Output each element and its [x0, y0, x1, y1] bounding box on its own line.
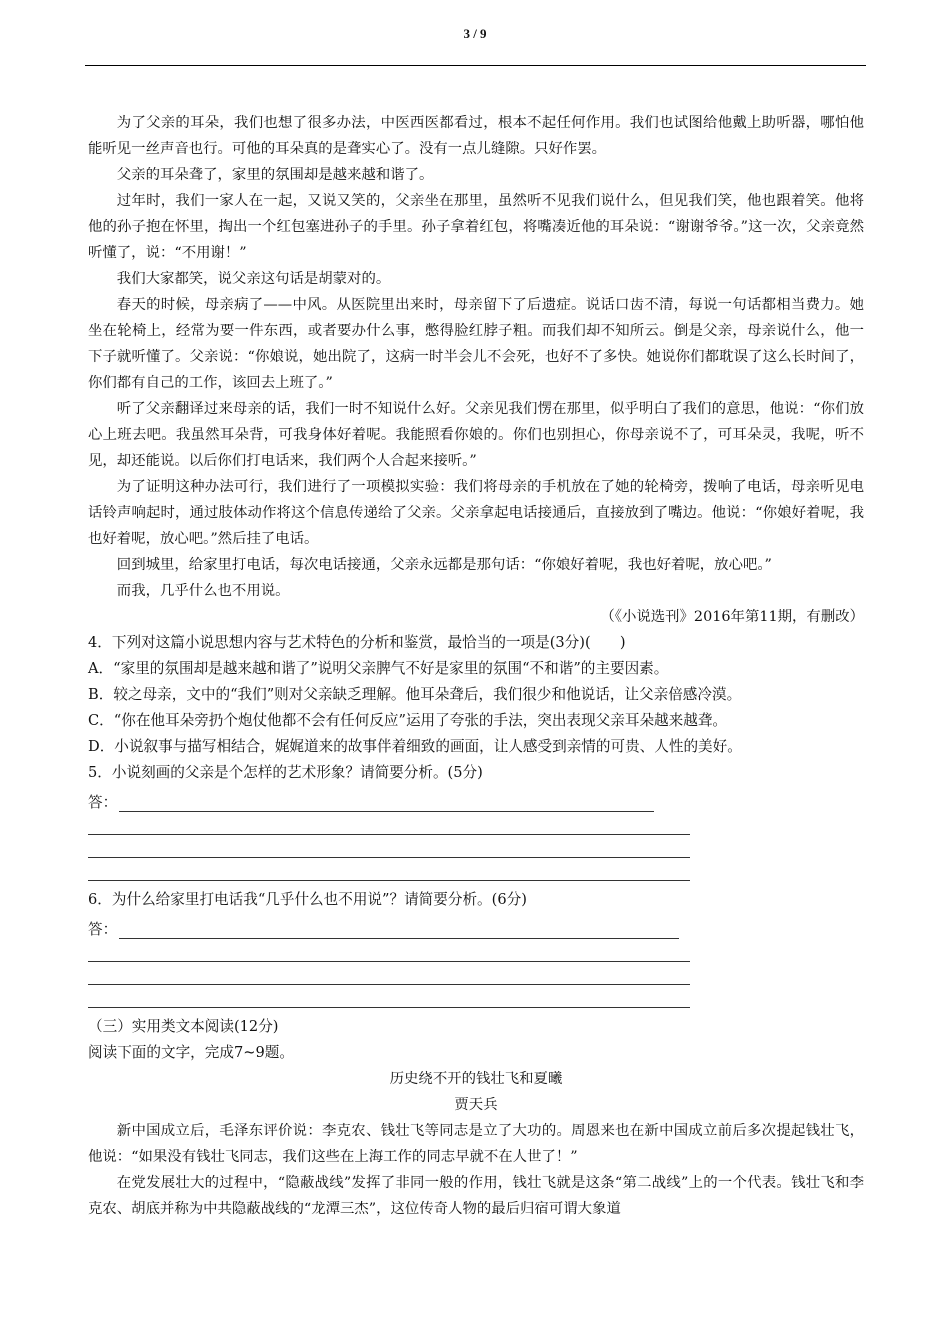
answer-blank[interactable] [119, 921, 679, 939]
story-paragraph: 过年时，我们一家人在一起，又说又笑的，父亲坐在那里，虽然听不见我们说什么，但见我们笑，他也跟着笑。他将他的孙子抱在怀里，掏出一个红包塞进孙子的手里。孙子拿着红包，将嘴凑近他的耳朵说：“谢谢爷爷。”这一次，父亲竟然听懂了，说：“不用谢！” [88, 193, 864, 261]
question-5-answer-line[interactable] [88, 786, 864, 812]
answer-blank-line[interactable] [88, 962, 690, 985]
story-paragraph: 为了证明这种办法可行，我们进行了一项模拟实验：我们将母亲的手机放在了她的轮椅旁，拨响了电话，母亲听见电话铃声响起时，通过肢体动作将这个信息传递给了父亲。父亲拿起电话接通后，直接放到了嘴边。他说：“你娘好着呢，我也好着呢，放心吧。”然后挂了电话。 [88, 479, 864, 547]
answer-blank-line[interactable] [88, 985, 690, 1008]
question-4-option-b: B．较之母亲，文中的“我们”则对父亲缺乏理解。他耳朵聋后，我们很少和他说话，让父亲倍感冷漠。 [88, 686, 742, 703]
question-4-option-d: D．小说叙事与描写相结合，娓娓道来的故事伴着细致的画面，让人感受到亲情的可贵、人性的美好。 [88, 738, 742, 755]
article-title: 历史绕不开的钱壮飞和夏曦 [389, 1071, 563, 1087]
answer-blank-line[interactable] [88, 812, 690, 835]
article-paragraph: 在党发展壮大的过程中，“隐蔽战线”发挥了非同一般的作用，钱壮飞就是这条“第二战线”上的一个代表。钱壮飞和李克农、胡底并称为中共隐蔽战线的“龙潭三杰”，这位传奇人物的最后归宿可谓大象道 [88, 1175, 864, 1217]
story-source: （《小说选刊》2016年第11期，有删改） [600, 609, 864, 625]
question-6-stem: 6．为什么给家里打电话我“几乎什么也不用说”？请简要分析。(6分) [88, 891, 527, 908]
section-3-heading: （三）实用类文本阅读(12分) [88, 1018, 279, 1035]
section-3 [88, 1014, 864, 1222]
question-5-stem: 5．小说刻画的父亲是个怎样的艺术形象？请简要分析。(5分) [88, 764, 483, 781]
story-paragraph: 我们大家都笑，说父亲这句话是胡蒙对的。 [116, 271, 391, 287]
answer-blank[interactable] [119, 794, 654, 812]
story-paragraph: 为了父亲的耳朵，我们也想了很多办法，中医西医都看过，根本不起任何作用。我们也试图给他戴上助听器，哪怕他能听见一丝声音也行。可他的耳朵真的是聋实心了。没有一点儿缝隙。只好作罢。 [88, 115, 864, 157]
question-6 [88, 887, 864, 1008]
answer-blank-line[interactable] [88, 858, 690, 881]
question-4 [88, 630, 864, 760]
article-author: 贾天兵 [454, 1097, 498, 1113]
section-3-instruction: 阅读下面的文字，完成7~9题。 [88, 1044, 294, 1061]
story-paragraph: 听了父亲翻译过来母亲的话，我们一时不知说什么好。父亲见我们愣在那里，似乎明白了我们的意思，他说：“你们放心上班去吧。我虽然耳朵背，可我身体好着呢。我能照看你娘的。你们也别担心，你母亲说不了，可耳朵灵，我呢，听不见，却还能说。以后你们打电话来，我们两个人合起来接听。” [88, 401, 864, 469]
answer-blank-line[interactable] [88, 835, 690, 858]
page-content [88, 110, 864, 1222]
question-4-stem: 4．下列对这篇小说思想内容与艺术特色的分析和鉴赏，最恰当的一项是(3分)( ) [88, 634, 626, 651]
story-paragraph: 回到城里，给家里打电话，每次电话接通，父亲永远都是那句话：“你娘好着呢，我也好着呢，放心吧。” [116, 557, 772, 573]
article-paragraph: 新中国成立后，毛泽东评价说：李克农、钱壮飞等同志是立了大功的。周恩来也在新中国成立前后多次提起钱壮飞，他说：“如果没有钱壮飞同志，我们这些在上海工作的同志早就不在人世了！” [88, 1123, 864, 1165]
question-6-answer-line[interactable] [88, 913, 864, 939]
page-number: 3 / 9 [463, 26, 487, 41]
answer-label: 答： [88, 921, 118, 938]
header-rule [85, 65, 866, 66]
story-paragraph: 春天的时候，母亲病了——中风。从医院里出来时，母亲留下了后遗症。说话口齿不清，每说一句话都相当费力。她坐在轮椅上，经常为要一件东西，或者要办什么事，憋得脸红脖子粗。而我们却不知所云。倒是父亲，母亲说什么，他一下子就听懂了。父亲说：“你娘说，她出院了，这病一时半会儿不会死，也好不了多快。她说你们都耽误了这么长时间了，你们都有自己的工作，该回去上班了。” [88, 297, 864, 391]
story-paragraph: 而我，几乎什么也不用说。 [116, 583, 290, 599]
question-5 [88, 760, 864, 881]
answer-blank-line[interactable] [88, 939, 690, 962]
question-4-option-c: C．“你在他耳朵旁扔个炮仗他都不会有任何反应”运用了夸张的手法，突出表现父亲耳朵越来越聋。 [88, 712, 728, 729]
story-paragraph: 父亲的耳朵聋了，家里的氛围却是越来越和谐了。 [116, 167, 434, 183]
question-4-option-a: A．“家里的氛围却是越来越和谐了”说明父亲脾气不好是家里的氛围“不和谐”的主要因素。 [88, 660, 669, 677]
answer-label: 答： [88, 794, 118, 811]
story-body [88, 110, 864, 630]
